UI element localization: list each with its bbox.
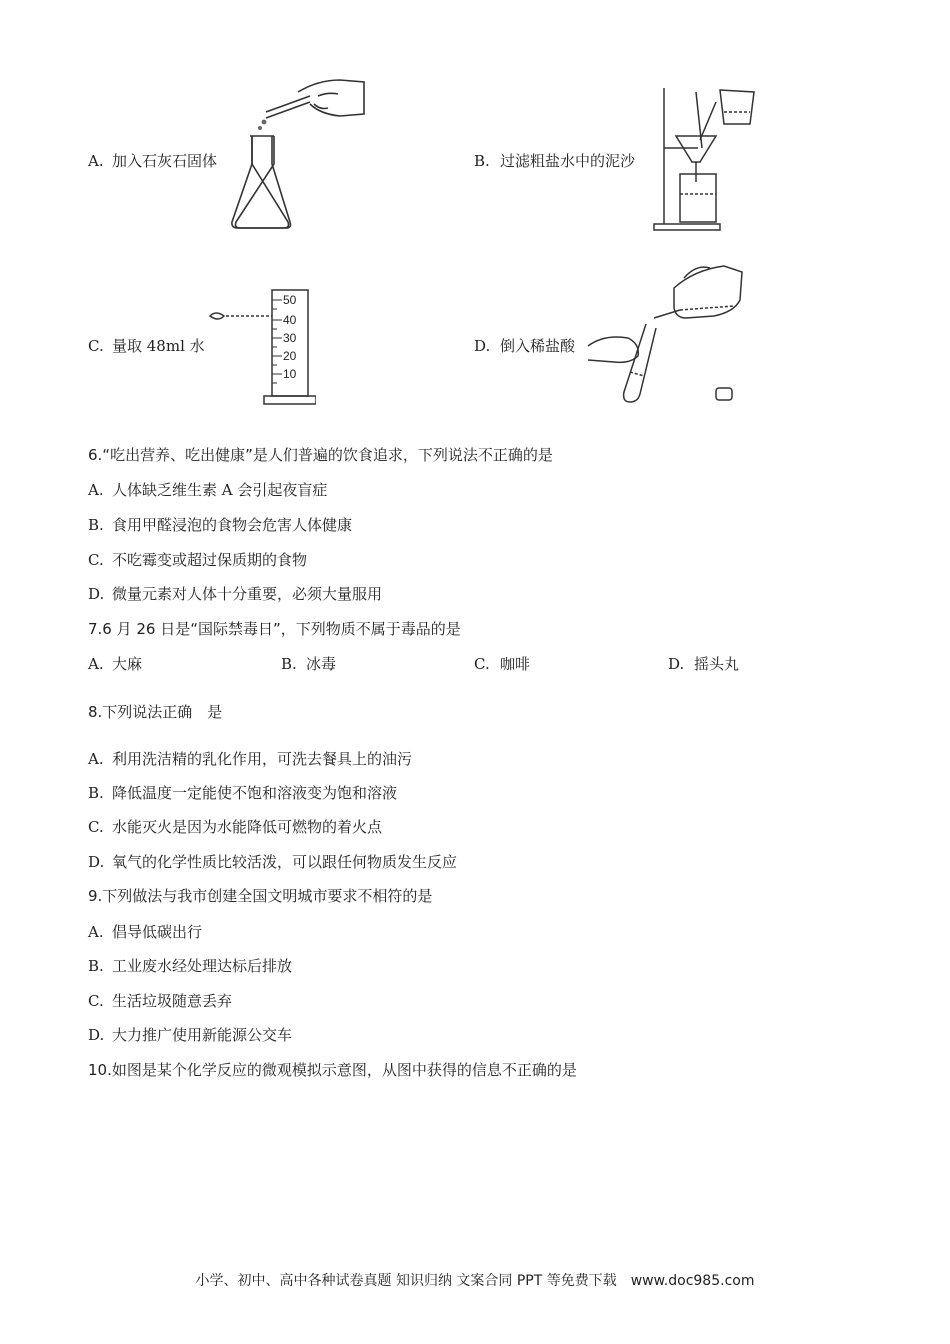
- q6-option-text: 不吃霉变或超过保质期的食物: [112, 551, 308, 569]
- q6-option-letter: B.: [88, 516, 104, 534]
- q8-option-letter: C.: [88, 818, 104, 836]
- q7-option-text: 大麻: [112, 655, 143, 673]
- q8-option-text: 利用洗洁精的乳化作用，可洗去餐具上的油污: [112, 750, 413, 768]
- q5-option-c-text: 量取 48ml 水: [112, 337, 205, 355]
- q9-option-letter: D.: [88, 1026, 105, 1044]
- q7-option-letter: D.: [668, 655, 685, 673]
- q7-option-letter: B.: [281, 655, 297, 673]
- q6-option-text: 人体缺乏维生素 A 会引起夜盲症: [112, 481, 328, 499]
- q6-option-letter: D.: [88, 585, 105, 603]
- cylinder-tick-label: 40: [283, 313, 297, 327]
- q5-option-b-text: 过滤粗盐水中的泥沙: [500, 152, 636, 170]
- q8-option-text: 降低温度一定能使不饱和溶液变为饱和溶液: [112, 784, 398, 802]
- cylinder-tick-label: 10: [283, 367, 297, 381]
- filtration-setup-figure: [650, 82, 760, 237]
- q7-option-text: 咖啡: [500, 655, 531, 673]
- q9-option-letter: C.: [88, 992, 104, 1010]
- q8-option-letter: D.: [88, 853, 105, 871]
- q6-option-letter: A.: [88, 481, 104, 499]
- q7-option-text: 摇头丸: [694, 655, 740, 673]
- q8-option-text: 氧气的化学性质比较活泼，可以跟任何物质发生反应: [112, 853, 458, 871]
- q9-option-letter: B.: [88, 957, 104, 975]
- q6-option-text: 食用甲醛浸泡的食物会危害人体健康: [112, 516, 353, 534]
- q7-option-letter: C.: [474, 655, 490, 673]
- q6-option-letter: C.: [88, 551, 104, 569]
- q9-stem: 9.下列做法与我市创建全国文明城市要求不相符的是: [88, 887, 433, 905]
- q9-option-text: 倡导低碳出行: [112, 923, 203, 941]
- q9-option-text: 大力推广使用新能源公交车: [112, 1026, 293, 1044]
- page-footer: 小学、初中、高中各种试卷真题 知识归纳 文案合同 PPT 等免费下载 www.doc985.com: [195, 1273, 755, 1289]
- q9-option-text: 工业废水经处理达标后排放: [112, 957, 293, 975]
- cylinder-tick-label: 20: [283, 349, 297, 363]
- q8-option-letter: B.: [88, 784, 104, 802]
- q7-option-text: 冰毒: [306, 655, 337, 673]
- q5-option-a-text: 加入石灰石固体: [112, 152, 218, 170]
- q7-option-letter: A.: [88, 655, 104, 673]
- q5-option-b-letter: B.: [474, 152, 490, 170]
- q10-stem: 10.如图是某个化学反应的微观模拟示意图，从图中获得的信息不正确的是: [88, 1061, 577, 1079]
- q5-option-c-letter: C.: [88, 337, 104, 355]
- q7-stem: 7.6 月 26 日是“国际禁毒日”，下列物质不属于毒品的是: [88, 620, 461, 638]
- q9-option-letter: A.: [88, 923, 104, 941]
- q5-option-d-text: 倒入稀盐酸: [500, 337, 576, 355]
- cylinder-tick-label: 50: [283, 293, 297, 307]
- q5-option-a-letter: A.: [88, 152, 104, 170]
- graduated-cylinder-figure: [204, 282, 316, 412]
- q8-option-text: 水能灭火是因为水能降低可燃物的着火点: [112, 818, 383, 836]
- q6-stem: 6.“吃出营养、吃出健康”是人们普遍的饮食追求，下列说法不正确的是: [88, 446, 553, 464]
- pouring-liquid-figure: [584, 260, 754, 410]
- q9-option-text: 生活垃圾随意丢弃: [112, 992, 233, 1010]
- flask-adding-solid-figure: [228, 74, 368, 234]
- q5-option-d-letter: D.: [474, 337, 491, 355]
- cylinder-tick-label: 30: [283, 331, 297, 345]
- q8-option-letter: A.: [88, 750, 104, 768]
- q8-stem: 8.下列说法正确 是: [88, 703, 223, 721]
- q6-option-text: 微量元素对人体十分重要，必须大量服用: [112, 585, 383, 603]
